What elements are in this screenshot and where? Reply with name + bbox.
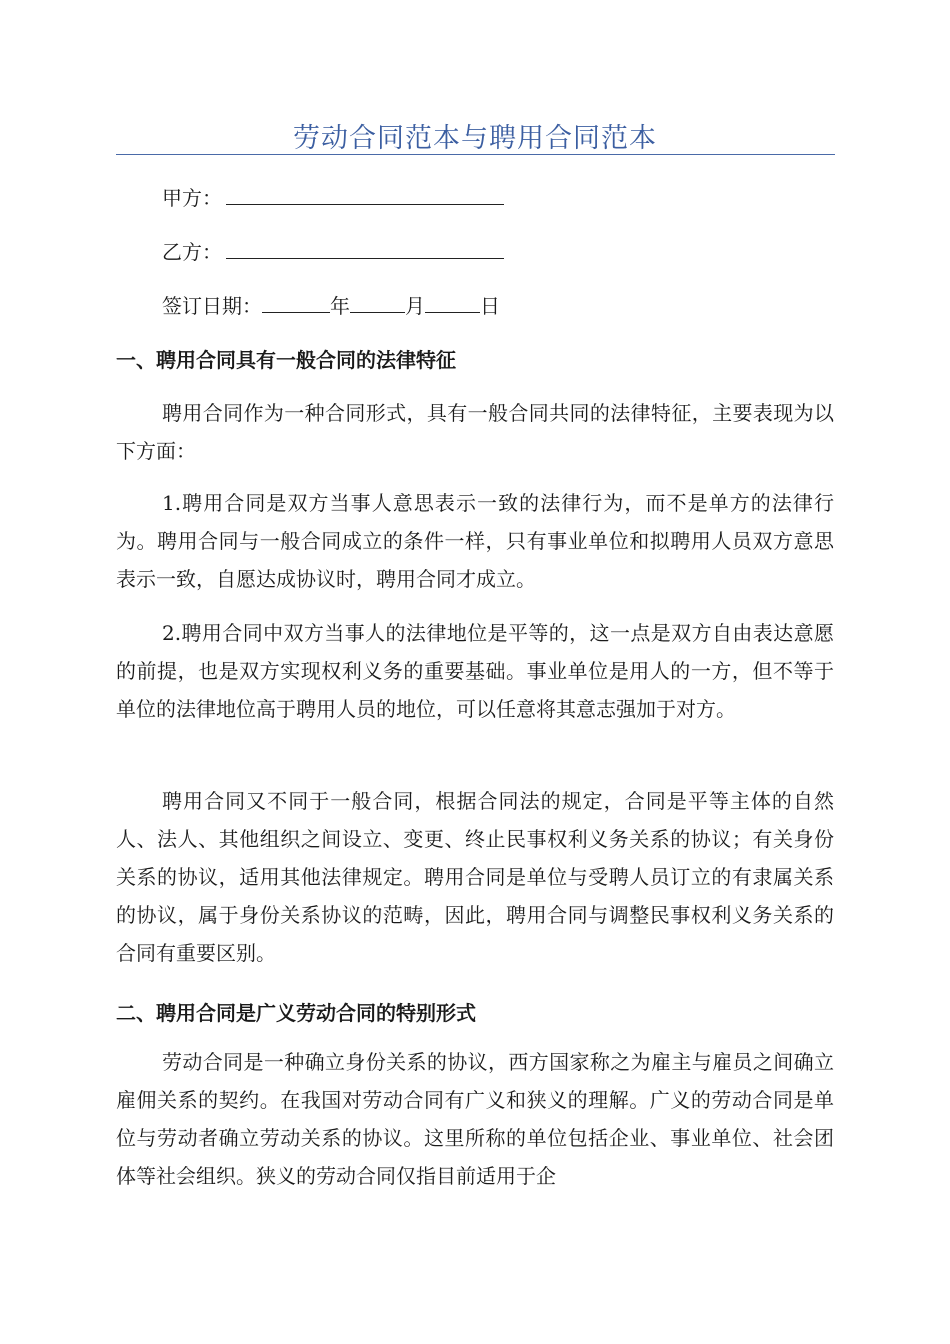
- day-blank: [425, 294, 480, 313]
- section-1-point-2: 2.聘用合同中双方当事人的法律地位是平等的，这一点是双方自由表达意愿的前提，也是双方实现权利义务的重要基础。事业单位是用人的一方，但不等于单位的法律地位高于聘用人员的地位，可以任意将其意志强加于对方。: [116, 621, 834, 721]
- section-1-point-1: 1.聘用合同是双方当事人意思表示一致的法律行为，而不是单方的法律行为。聘用合同与一般合同成立的条件一样，只有事业单位和拟聘用人员双方意思表示一致，自愿达成协议时，聘用合同才成立。: [116, 491, 834, 591]
- section-1-paragraph-3: 聘用合同又不同于一般合同，根据合同法的规定，合同是平等主体的自然人、法人、其他组织之间设立、变更、终止民事权利义务关系的协议；有关身份关系的协议，适用其他法律规定。聘用合同是单位与受聘人员订立的有隶属关系的协议，属于身份关系协议的范畴，因此，聘用合同与调整民事权利义务关系的合同有重要区别。: [116, 789, 834, 965]
- section-1-intro: 聘用合同作为一种合同形式，具有一般合同共同的法律特征，主要表现为以下方面：: [116, 401, 834, 463]
- month-label: 月: [405, 294, 425, 318]
- document-title: 劳动合同范本与聘用合同范本: [293, 123, 657, 154]
- party-b-blank: [226, 240, 504, 259]
- party-b-label: 乙方：: [162, 240, 222, 264]
- party-b-line: [162, 236, 504, 265]
- year-blank: [262, 294, 330, 313]
- day-label: 日: [480, 294, 500, 318]
- date-label: 签订日期：: [162, 294, 262, 318]
- party-a-label: 甲方：: [162, 186, 222, 210]
- section-2-paragraph-1: 劳动合同是一种确立身份关系的协议，西方国家称之为雇主与雇员之间确立雇佣关系的契约。在我国对劳动合同有广义和狭义的理解。广义的劳动合同是单位与劳动者确立劳动关系的协议。这里所称的单位包括企业、事业单位、社会团体等社会组织。狭义的劳动合同仅指目前适用于企: [116, 1050, 834, 1188]
- month-blank: [350, 294, 405, 313]
- signing-date-line: [162, 290, 500, 319]
- year-label: 年: [330, 294, 350, 318]
- section-2-heading: 二、聘用合同是广义劳动合同的特别形式: [116, 1001, 476, 1025]
- title-underline: [116, 154, 835, 155]
- section-1-heading: 一、聘用合同具有一般合同的法律特征: [116, 348, 456, 372]
- party-a-blank: [226, 186, 504, 205]
- party-a-line: [162, 182, 504, 211]
